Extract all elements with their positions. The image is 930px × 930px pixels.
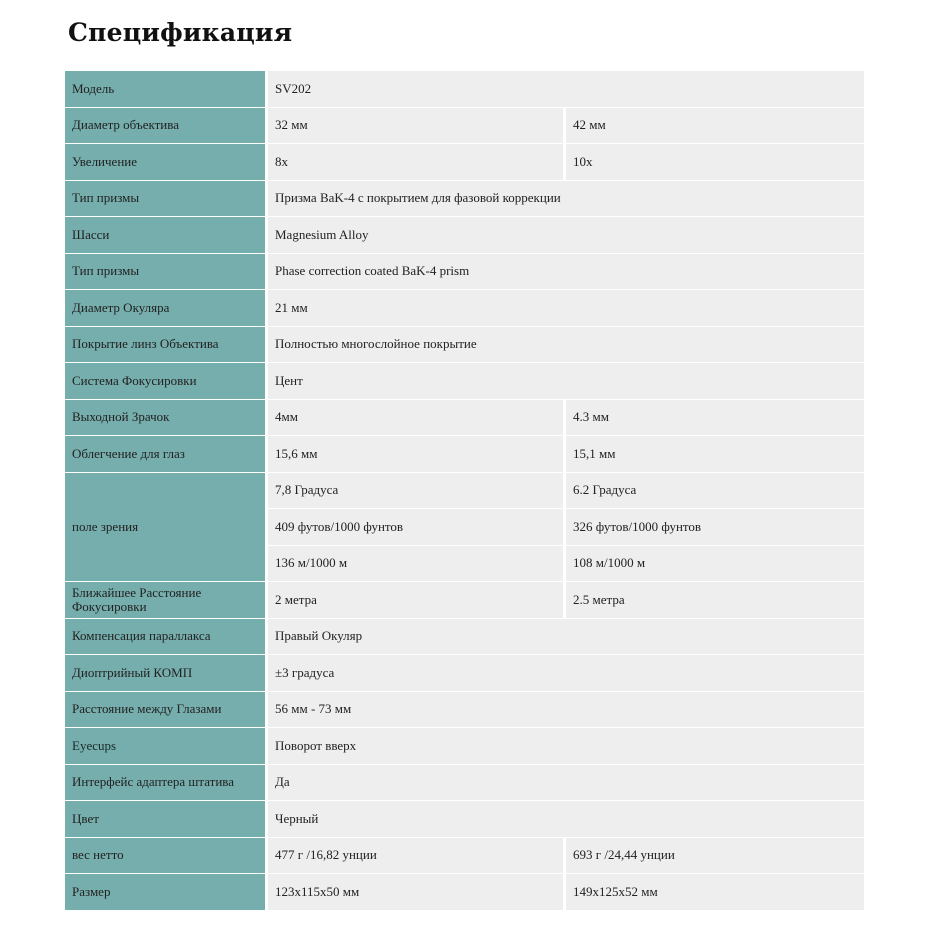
row-value-b: 2.5 метра [566,582,864,618]
row-value: Да [268,765,864,801]
row-value: Призма BaK-4 с покрытием для фазовой коррекции [268,181,864,217]
row-value-a: 7,8 Градуса [268,473,566,509]
row-label: Диоптрийный КОМП [65,655,268,691]
row-label: поле зрения [65,473,268,582]
table-row [65,400,864,436]
row-label: Облегчение для глаз [65,436,268,472]
row-value-a: 8x [268,144,566,180]
row-value: Черный [268,801,864,837]
row-value-a: 2 метра [268,582,566,618]
row-value-a: 32 мм [268,108,566,144]
row-label: Шасси [65,217,268,253]
row-label: Система Фокусировки [65,363,268,399]
table-row [65,801,864,837]
table-row [65,874,864,910]
row-value-b: 42 мм [566,108,864,144]
row-value-a: 123x115x50 мм [268,874,566,910]
row-label: Размер [65,874,268,910]
row-label: вес нетто [65,838,268,874]
row-label: Тип призмы [65,254,268,290]
row-label: Расстояние между Глазами [65,692,268,728]
table-row [65,327,864,363]
row-value-a: 4мм [268,400,566,436]
row-value-b: 15,1 мм [566,436,864,472]
table-row [65,582,864,618]
table-row [65,217,864,253]
table-row [65,692,864,728]
row-value: ±3 градуса [268,655,864,691]
row-value-b: 149x125x52 мм [566,874,864,910]
table-row [65,71,864,107]
row-label: Покрытие линз Объектива [65,327,268,363]
row-label: Диаметр объектива [65,108,268,144]
table-row [65,838,864,874]
page-title: Спецификация [68,18,293,47]
table-row [65,108,864,144]
row-value: Phase correction coated BaK-4 prism [268,254,864,290]
table-row [65,181,864,217]
row-value-a: 136 м/1000 м [268,546,566,582]
row-value-b: 4.3 мм [566,400,864,436]
row-value: SV202 [268,71,864,107]
row-value-b: 326 футов/1000 фунтов [566,509,864,545]
row-value: Цент [268,363,864,399]
row-label: Eyecups [65,728,268,764]
row-label: Интерфейс адаптера штатива [65,765,268,801]
table-row [65,765,864,801]
row-label: Тип призмы [65,181,268,217]
table-row [65,619,864,655]
row-value: 56 мм - 73 мм [268,692,864,728]
table-row [65,728,864,764]
row-value: Magnesium Alloy [268,217,864,253]
row-value-a: 409 футов/1000 фунтов [268,509,566,545]
row-value-a: 477 г /16,82 унции [268,838,566,874]
row-label: Выходной Зрачок [65,400,268,436]
row-label: Компенсация параллакса [65,619,268,655]
row-value: Правый Окуляр [268,619,864,655]
table-row [65,144,864,180]
row-value: Поворот вверх [268,728,864,764]
table-row [65,363,864,399]
row-value-b: 693 г /24,44 унции [566,838,864,874]
row-value-a: 15,6 мм [268,436,566,472]
table-row [65,290,864,326]
row-label: Цвет [65,801,268,837]
table-row [65,655,864,691]
row-value-b: 108 м/1000 м [566,546,864,582]
row-label: Увеличение [65,144,268,180]
table-row [65,473,864,509]
spec-table [65,70,864,911]
row-value-b: 10x [566,144,864,180]
row-value: 21 мм [268,290,864,326]
row-label: Модель [65,71,268,107]
table-row [65,436,864,472]
table-row [65,254,864,290]
row-label: Диаметр Окуляра [65,290,268,326]
row-label: Ближайшее Расстояние Фокусировки [65,582,268,618]
row-value: Полностью многослойное покрытие [268,327,864,363]
row-value-b: 6.2 Градуса [566,473,864,509]
